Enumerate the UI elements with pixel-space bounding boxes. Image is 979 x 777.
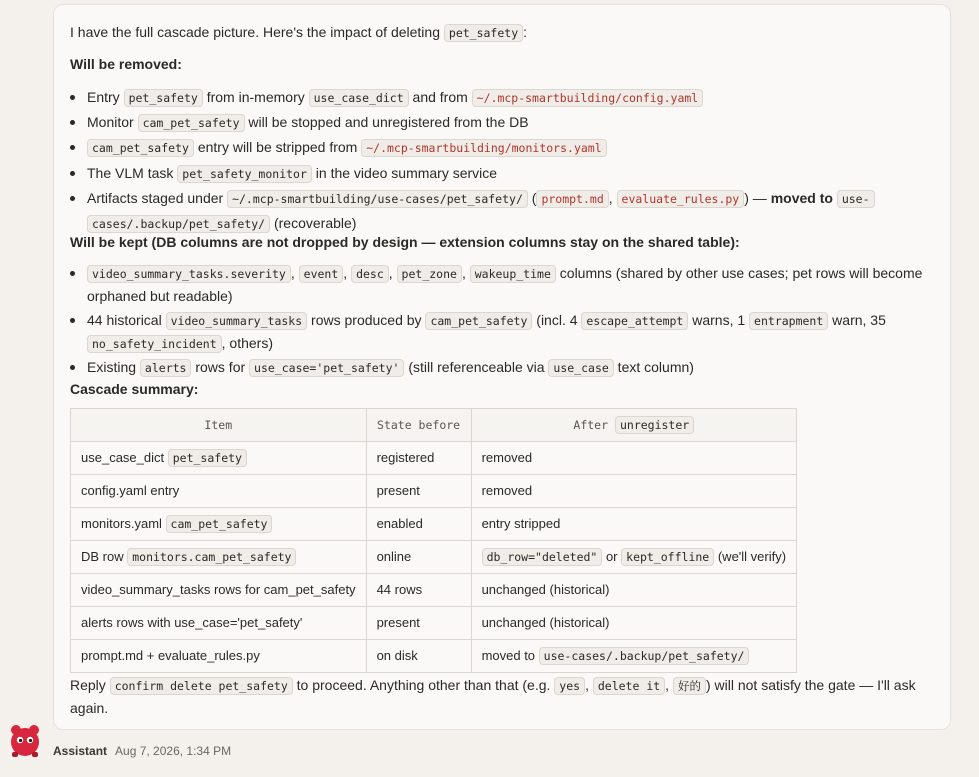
cell-state-before: present bbox=[366, 475, 471, 508]
inline-code: kept_offline bbox=[621, 548, 714, 566]
column-header-state-before: State before bbox=[366, 409, 471, 442]
list-item: Entry pet_safety from in-memory use_case_dict and from ~/.mcp-smartbuilding/config.yaml bbox=[70, 86, 936, 109]
bullet-icon bbox=[70, 120, 75, 125]
inline-code: event bbox=[299, 265, 344, 283]
table-header-row bbox=[71, 409, 797, 442]
inline-code: alerts bbox=[140, 359, 192, 377]
summary-heading: Cascade summary: bbox=[70, 381, 199, 397]
assistant-message-card bbox=[53, 4, 951, 730]
cell-state-before: present bbox=[366, 607, 471, 640]
cell-after: removed bbox=[471, 442, 797, 475]
inline-code: cam_pet_safety bbox=[425, 312, 532, 330]
inline-code: cam_pet_safety bbox=[87, 139, 194, 157]
assistant-avatar bbox=[6, 722, 44, 760]
inline-code: escape_attempt bbox=[581, 312, 688, 330]
inline-code: unregister bbox=[615, 416, 694, 434]
cell-item: video_summary_tasks rows for cam_pet_safety bbox=[71, 574, 367, 607]
inline-code: delete it bbox=[593, 677, 665, 695]
cell-after: db_row="deleted" or kept_offline (we'll verify) bbox=[471, 541, 797, 574]
intro-paragraph: I have the full cascade picture. Here's the impact of deleting pet_safety : bbox=[70, 24, 528, 40]
table-row bbox=[71, 607, 797, 640]
inline-code: cases/.backup/pet_safety/ bbox=[87, 215, 270, 233]
inline-code-path: prompt.md bbox=[536, 190, 608, 208]
inline-code: confirm delete pet_safety bbox=[110, 677, 293, 695]
cascade-summary-table bbox=[70, 408, 797, 673]
cell-item: monitors.yaml cam_pet_safety bbox=[71, 508, 367, 541]
cell-item: prompt.md + evaluate_rules.py bbox=[71, 640, 367, 673]
inline-code: use- bbox=[837, 190, 875, 208]
cell-after: moved to use-cases/.backup/pet_safety/ bbox=[471, 640, 797, 673]
column-header-item: Item bbox=[71, 409, 367, 442]
cell-item: alerts rows with use_case='pet_safety' bbox=[71, 607, 367, 640]
cell-after: unchanged (historical) bbox=[471, 607, 797, 640]
inline-code: no_safety_incident bbox=[87, 335, 222, 353]
table-row bbox=[71, 442, 797, 475]
author-name: Assistant bbox=[53, 744, 108, 758]
kept-heading: Will be kept (DB columns are not dropped by design — extension columns stay on the shared table): bbox=[70, 234, 740, 250]
inline-code: pet_safety bbox=[444, 24, 523, 42]
cell-after: removed bbox=[471, 475, 797, 508]
bullet-icon bbox=[70, 95, 75, 100]
cell-item: use_case_dict pet_safety bbox=[71, 442, 367, 475]
inline-code: pet_safety bbox=[168, 449, 247, 467]
table-row bbox=[71, 640, 797, 673]
inline-code: cam_pet_safety bbox=[138, 114, 245, 132]
list-item: Artifacts staged under ~/.mcp-smartbuilding/use-cases/pet_safety/ ( prompt.md , evaluate_rules.py ) — moved to use- cases/.backup/pet_safety/ (recoverable) bbox=[70, 187, 936, 235]
inline-code: use-cases/.backup/pet_safety/ bbox=[539, 647, 750, 665]
inline-code-path: ~/.mcp-smartbuilding/config.yaml bbox=[472, 89, 704, 107]
bullet-icon bbox=[70, 145, 75, 150]
list-item: 44 historical video_summary_tasks rows produced by cam_pet_safety (incl. 4 escape_attempt warns, 1 entrapment warn, 35 no_safety_incident , others) bbox=[70, 309, 936, 355]
inline-code: video_summary_tasks.severity bbox=[87, 265, 291, 283]
bullet-icon bbox=[70, 365, 75, 370]
cell-state-before: enabled bbox=[366, 508, 471, 541]
inline-code: use_case='pet_safety' bbox=[249, 359, 404, 377]
inline-code-path: ~/.mcp-smartbuilding/monitors.yaml bbox=[361, 139, 606, 157]
cell-item: DB row monitors.cam_pet_safety bbox=[71, 541, 367, 574]
inline-code: use_case bbox=[548, 359, 613, 377]
table-row bbox=[71, 541, 797, 574]
cell-after: entry stripped bbox=[471, 508, 797, 541]
table-row bbox=[71, 574, 797, 607]
inline-code: monitors.cam_pet_safety bbox=[127, 548, 296, 566]
table-row bbox=[71, 475, 797, 508]
cell-after: unchanged (historical) bbox=[471, 574, 797, 607]
inline-code: pet_safety_monitor bbox=[177, 165, 312, 183]
inline-code: entrapment bbox=[749, 312, 828, 330]
list-item: video_summary_tasks.severity , event , desc , pet_zone , wakeup_time columns (shared by other use cases; pet rows will become orphaned but readable) bbox=[70, 262, 936, 307]
inline-code: pet_zone bbox=[397, 265, 462, 283]
inline-code: wakeup_time bbox=[470, 265, 556, 283]
inline-code: pet_safety bbox=[124, 89, 203, 107]
cell-item: config.yaml entry bbox=[71, 475, 367, 508]
cell-state-before: registered bbox=[366, 442, 471, 475]
list-item: Existing alerts rows for use_case='pet_safety' (still referenceable via use_case text column) bbox=[70, 356, 936, 379]
bullet-icon bbox=[70, 171, 75, 176]
removed-heading: Will be removed: bbox=[70, 56, 182, 72]
inline-code: yes bbox=[554, 677, 585, 695]
inline-code: ~/.mcp-smartbuilding/use-cases/pet_safety/ bbox=[227, 190, 528, 208]
message-footer bbox=[53, 744, 231, 758]
inline-code: 好的 bbox=[673, 677, 706, 695]
list-item: cam_pet_safety entry will be stripped from ~/.mcp-smartbuilding/monitors.yaml bbox=[70, 136, 936, 159]
table-row bbox=[71, 508, 797, 541]
cell-state-before: on disk bbox=[366, 640, 471, 673]
inline-code-path: evaluate_rules.py bbox=[617, 190, 745, 208]
bullet-icon bbox=[70, 271, 75, 276]
bullet-icon bbox=[70, 196, 75, 201]
bullet-icon bbox=[70, 318, 75, 323]
inline-code: use_case_dict bbox=[309, 89, 409, 107]
list-item: The VLM task pet_safety_monitor in the video summary service bbox=[70, 162, 936, 185]
inline-code: desc bbox=[351, 265, 389, 283]
timestamp: Aug 7, 2026, 1:34 PM bbox=[115, 744, 232, 758]
closing-paragraph: Reply confirm delete pet_safety to proceed. Anything other than that (e.g. yes , delete it , 好的 ) will not satisfy the gate — I'll ask again. bbox=[70, 677, 916, 716]
inline-code: cam_pet_safety bbox=[166, 515, 273, 533]
cell-state-before: 44 rows bbox=[366, 574, 471, 607]
cell-state-before: online bbox=[366, 541, 471, 574]
inline-code: db_row="deleted" bbox=[482, 548, 603, 566]
column-header-after: After unregister bbox=[471, 409, 797, 442]
list-item: Monitor cam_pet_safety will be stopped and unregistered from the DB bbox=[70, 111, 936, 134]
inline-code: video_summary_tasks bbox=[166, 312, 308, 330]
